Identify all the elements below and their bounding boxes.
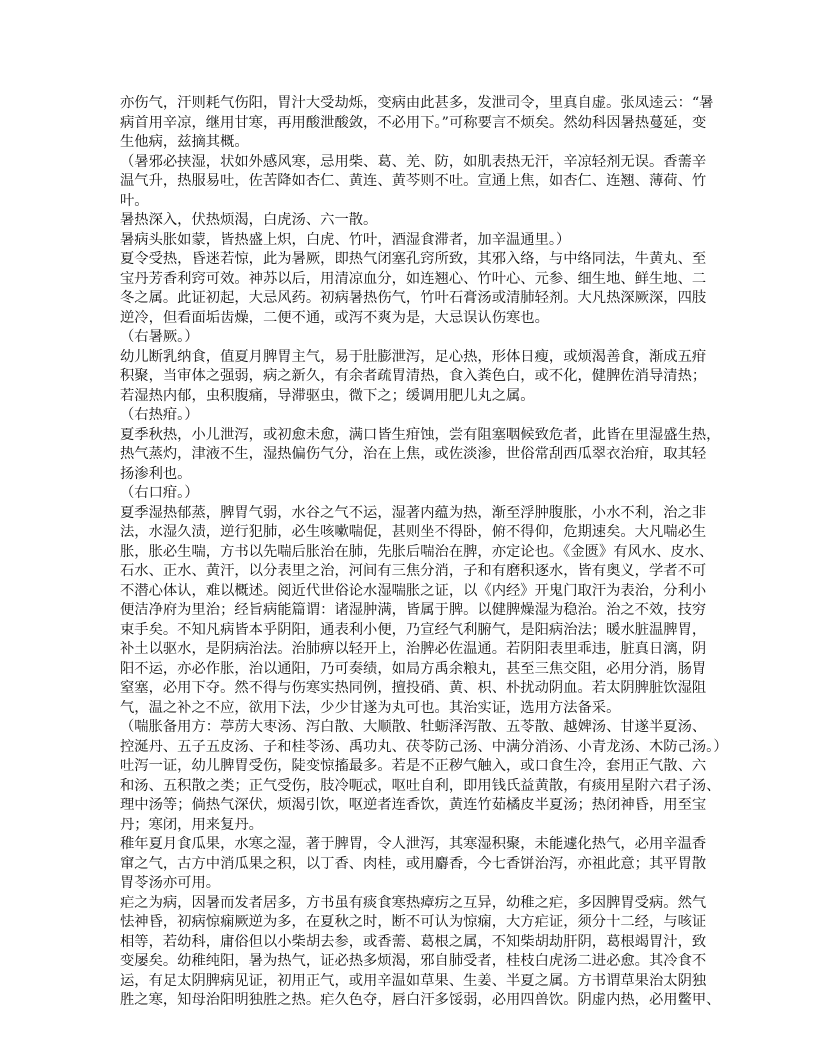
text-line: 窒塞，必用下夺。然不得与伤寒实热同例，擅投硝、黄、枳、朴扰动阴血。若太阴脾脏饮湿阻: [120, 680, 707, 696]
text-line: 运，有足太阴脾病见证，初用正气，或用辛温如草果、生姜、半夏之属。方书谓草果治太阴独: [120, 972, 707, 989]
text-line: 疟之为病，因暑而发者居多，方书虽有痰食寒热瘴疠之互异，幼稚之疟，多因脾胃受病。然气: [120, 894, 707, 911]
text-line: 逆冷，但看面垢齿燥，二便不通，或泻不爽为是，大忌误认伤寒也。: [120, 309, 549, 326]
text-line: 温气升，热服易吐，佐苦降如杏仁、黄连、黄芩则不吐。宣通上焦，如杏仁、连翘、薄荷、竹: [120, 173, 707, 189]
paragraph: [120, 153, 707, 212]
text-line: （右热疳。）: [120, 407, 199, 423]
paragraph: [120, 757, 721, 835]
paragraph: [120, 94, 714, 153]
paragraph: [120, 231, 699, 251]
text-line: 怯神昏，初病惊痫厥逆为多，在夏秋之时，断不可认为惊痫，大方疟证，须分十二经，与咳证: [120, 914, 707, 930]
text-line: 暑热深入，伏热烦渴，白虎汤、六一散。: [120, 212, 378, 228]
text-line: 夏令受热，昏迷若惊，此为暑厥，即热气闭塞孔窍所致，其邪入络，与中络同法，牛黄丸、至: [120, 251, 707, 267]
text-line: 夏季湿热郁蒸，脾胃气弱，水谷之气不运，湿著内蕴为热，渐至浮肿腹胀，小水不利，治之非: [120, 504, 707, 521]
text-line: 阳不运，亦必作胀，治以通阳，乃可奏绩，如局方禹余粮丸，甚至三焦交阻，必用分消，肠胃: [120, 660, 707, 677]
text-line: 冬之属。此证初起，大忌风药。初病暑热伤气，竹叶石膏汤或清肺轻剂。大凡热深厥深，四肢: [120, 290, 707, 306]
text-line: 胃苓汤亦可用。: [120, 875, 221, 891]
text-line: 叶。: [120, 192, 149, 209]
text-line: 若湿热内郁，虫积腹痛，导滞驱虫，微下之；缓调用肥儿丸之属。: [120, 387, 535, 404]
text-line: 宝丹芳香利窍可效。神苏以后，用清凉血分，如连翘心、竹叶心、元参、细生地、鲜生地、二: [120, 270, 707, 287]
text-line: 幼儿断乳纳食，值夏月脾胃主气，易于肚膨泄泻，足心热，形体日瘦，或烦渴善食，渐成五疳: [120, 348, 707, 365]
paragraph: [120, 250, 707, 328]
text-line: 变屡矣。幼稚纯阳，暑为热气，证必热多烦渴，邪自肺受者，桂枝白虎汤二进必愈。其冷食不: [120, 953, 707, 969]
text-line: 不潜心体认，难以概述。阅近代世俗论水湿喘胀之证，以《内经》开鬼门取汗为表治，分利小: [120, 582, 707, 599]
text-line: 补土以驱水，是阴病治法。治肺痹以轻开上，治脾必佐温通。若阴阳表里乖违，脏真日漓，阴: [120, 641, 707, 657]
paragraph: [120, 894, 721, 1011]
text-line: 丹；寒闭，用来复丹。: [120, 816, 263, 833]
text-line: 气，温之补之不应，欲用下法，少少甘遂为丸可也。其治实证，选用方法备采。: [120, 699, 621, 716]
text-line: 病首用辛凉，继用甘寒，再用酸泄酸敛，不必用下。”可称要言不烦矣。然幼科因暑热蔓延，变: [120, 114, 707, 131]
text-line: 胀，胀必生喘，方书以先喘后胀治在肺，先胀后喘治在脾，亦定论也。《金匮》有风水、皮水、: [120, 543, 714, 560]
text-line: 控涎丹、五子五皮汤、子和桂苓汤、禹功丸、茯苓防己汤、中满分消汤、小青龙汤、木防己汤。）: [120, 738, 728, 755]
text-line: 亦伤气，汗则耗气伤阳，胃汁大受劫烁，变病由此甚多，发泄司令，里真自虚。张凤逵云：“暑: [120, 95, 714, 111]
text-line: （喘胀备用方：葶苈大枣汤、泻白散、大顺散、牡蛎泽泻散、五苓散、越婢汤、甘遂半夏汤、: [120, 719, 707, 735]
paragraph: [120, 718, 728, 757]
text-line: 稚年夏月食瓜果，水寒之湿，著于脾胃，令人泄泻，其寒湿积聚，未能遽化热气，必用辛温香: [120, 836, 707, 852]
text-line: 束手矣。不知凡病皆本乎阴阳，通表利小便，乃宣经气利腑气，是阳病治法；暖水脏温脾胃，: [120, 621, 707, 638]
text-line: 热气蒸灼，津液不生，湿热偏伤气分，治在上焦，或佐淡渗，世俗常刮西瓜翠衣治疳，取其轻: [120, 446, 707, 462]
paragraph: [120, 835, 707, 894]
text-line: 胜之寒，知母治阳明独胜之热。疟久色夺，唇白汗多馁弱，必用四兽饮。阴虚内热，必用鳖甲、: [120, 992, 721, 1008]
text-line: 便洁净府为里治；经旨病能篇谓：诸湿肿满，皆属于脾。以健脾燥湿为稳治。治之不效，技穷: [120, 602, 707, 618]
text-line: 窜之气，古方中消瓜果之积，以丁香、肉桂，或用麝香，今七香饼治泻，亦祖此意；其平胃散: [120, 855, 707, 872]
text-line: 暑病头胀如蒙，皆热盛上炽，白虎、竹叶，酒湿食滞者，加辛温通里。）: [120, 231, 571, 248]
text-line: 石水、正水、黄汗，以分表里之治，河间有三焦分消，子和有磨积逐水，皆有奥义，学者不可: [120, 563, 707, 579]
paragraph: [120, 328, 699, 348]
paragraph: [120, 406, 699, 426]
text-line: （右暑厥。）: [120, 329, 199, 345]
text-line: 和汤、五积散之类；正气受伤，肢冷呃忒，呕吐自利，即用钱氏益黄散，有痰用星附六君子汤、: [120, 777, 721, 794]
paragraph: [120, 484, 699, 504]
text-line: 积聚，当审体之强弱，病之新久，有余者疏胃清热，食入粪色白，或不化，健脾佐消导清热；: [120, 368, 707, 384]
text-line: 生他病，兹摘其概。: [120, 134, 249, 150]
text-line: （暑邪必挟湿，状如外感风寒，忌用柴、葛、羌、防，如肌表热无汗，辛凉轻剂无误。香薷辛: [120, 153, 707, 170]
text-line: （右口疳。）: [120, 485, 199, 501]
text-line: 理中汤等；倘热气深伏，烦渴引饮，呕逆者连香饮，黄连竹茹橘皮半夏汤；热闭神昏，用至宝: [120, 797, 707, 813]
paragraph: [120, 348, 707, 407]
document-body: [120, 94, 728, 1011]
text-line: 法，水湿久渍，逆行犯肺，必生咳嗽喘促，甚则坐不得卧，俯不得仰，危期速矣。大凡喘必生: [120, 524, 707, 540]
paragraph: [120, 426, 721, 485]
paragraph: [120, 211, 699, 231]
text-line: 夏季秋热，小儿泄泻，或初愈未愈，满口皆生疳蚀，尝有阻塞咽候致危者，此皆在里湿盛生热，: [120, 426, 721, 443]
text-line: 扬渗利也。: [120, 465, 192, 482]
text-line: 吐泻一证，幼儿脾胃受伤，陡变惊搐最多。若是不正秽气触入，或口食生冷，套用正气散、六: [120, 758, 707, 774]
paragraph: [120, 504, 714, 719]
text-line: 相等，若幼科，庸俗但以小柴胡去参，或香薷、葛根之属，不知柴胡劫肝阴，葛根竭胃汁，致: [120, 933, 707, 950]
